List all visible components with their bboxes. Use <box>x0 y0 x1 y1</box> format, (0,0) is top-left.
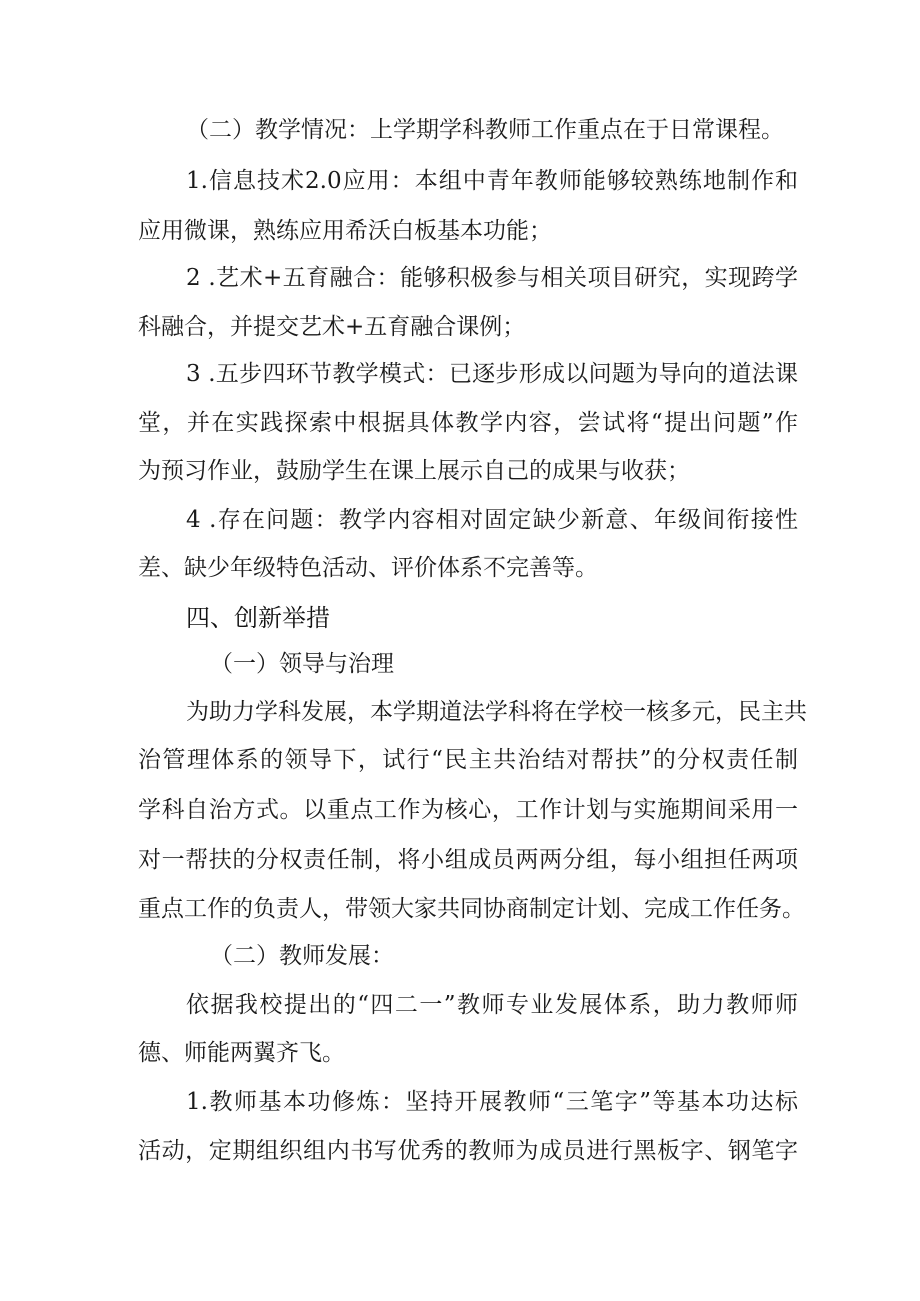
item-4-line-2: 差、缺少年级特色活动、评价体系不完善等。 <box>138 555 598 581</box>
section-4-heading: 四、创新举措 <box>186 604 330 632</box>
subsection-leadership-heading: （一）领导与治理 <box>210 651 394 677</box>
leadership-paragraph-line-4: 对一帮扶的分权责任制，将小组成员两两分组，每小组担任两项 <box>138 847 798 873</box>
leadership-paragraph-line-3: 学科自治方式。以重点工作为核心，工作计划与实施期间采用一 <box>138 797 798 823</box>
item-2-line-1: 2 .艺术+五育融合：能够积极参与相关项目研究，实现跨学 <box>186 265 798 291</box>
subsection-teacher-development-heading: （二）教师发展： <box>210 943 394 969</box>
leadership-paragraph-line-5: 重点工作的负责人，带领大家共同协商制定计划、完成工作任务。 <box>138 896 805 922</box>
item-1-line-2: 应用微课，熟练应用希沃白板基本功能； <box>138 218 552 244</box>
item-1-line-1: 1.信息技术2.0应用：本组中青年教师能够较熟练地制作和 <box>186 168 798 194</box>
teaching-situation-paragraph: （二）教学情况：上学期学科教师工作重点在于日常课程。 <box>186 117 784 143</box>
item-3-line-1: 3 .五步四环节教学模式：已逐步形成以问题为导向的道法课 <box>186 361 798 387</box>
item-5-line-1: 1.教师基本功修炼：坚持开展教师“三笔字”等基本功达标 <box>186 1089 798 1115</box>
leadership-paragraph-line-1: 为助力学科发展，本学期道法学科将在学校一核多元，民主共 <box>186 699 807 725</box>
item-4-line-1: 4 .存在问题：教学内容相对固定缺少新意、年级间衔接性 <box>186 507 798 533</box>
item-2-line-2: 科融合，并提交艺术+五育融合课例； <box>138 314 526 340</box>
teacher-development-line-1: 依据我校提出的“四二一”教师专业发展体系，助力教师师 <box>186 992 798 1018</box>
leadership-paragraph-line-2: 治管理体系的领导下，试行“民主共治结对帮扶”的分权责任制 <box>138 747 798 773</box>
item-3-line-2: 堂，并在实践探索中根据具体教学内容，尝试将“提出问题”作 <box>138 410 798 436</box>
item-3-line-3: 为预习作业，鼓励学生在课上展示自己的成果与收获； <box>138 458 690 484</box>
teacher-development-line-2: 德、师能两翼齐飞。 <box>138 1040 345 1066</box>
item-5-line-2: 活动，定期组织组内书写优秀的教师为成员进行黑板字、钢笔字 <box>138 1138 798 1164</box>
